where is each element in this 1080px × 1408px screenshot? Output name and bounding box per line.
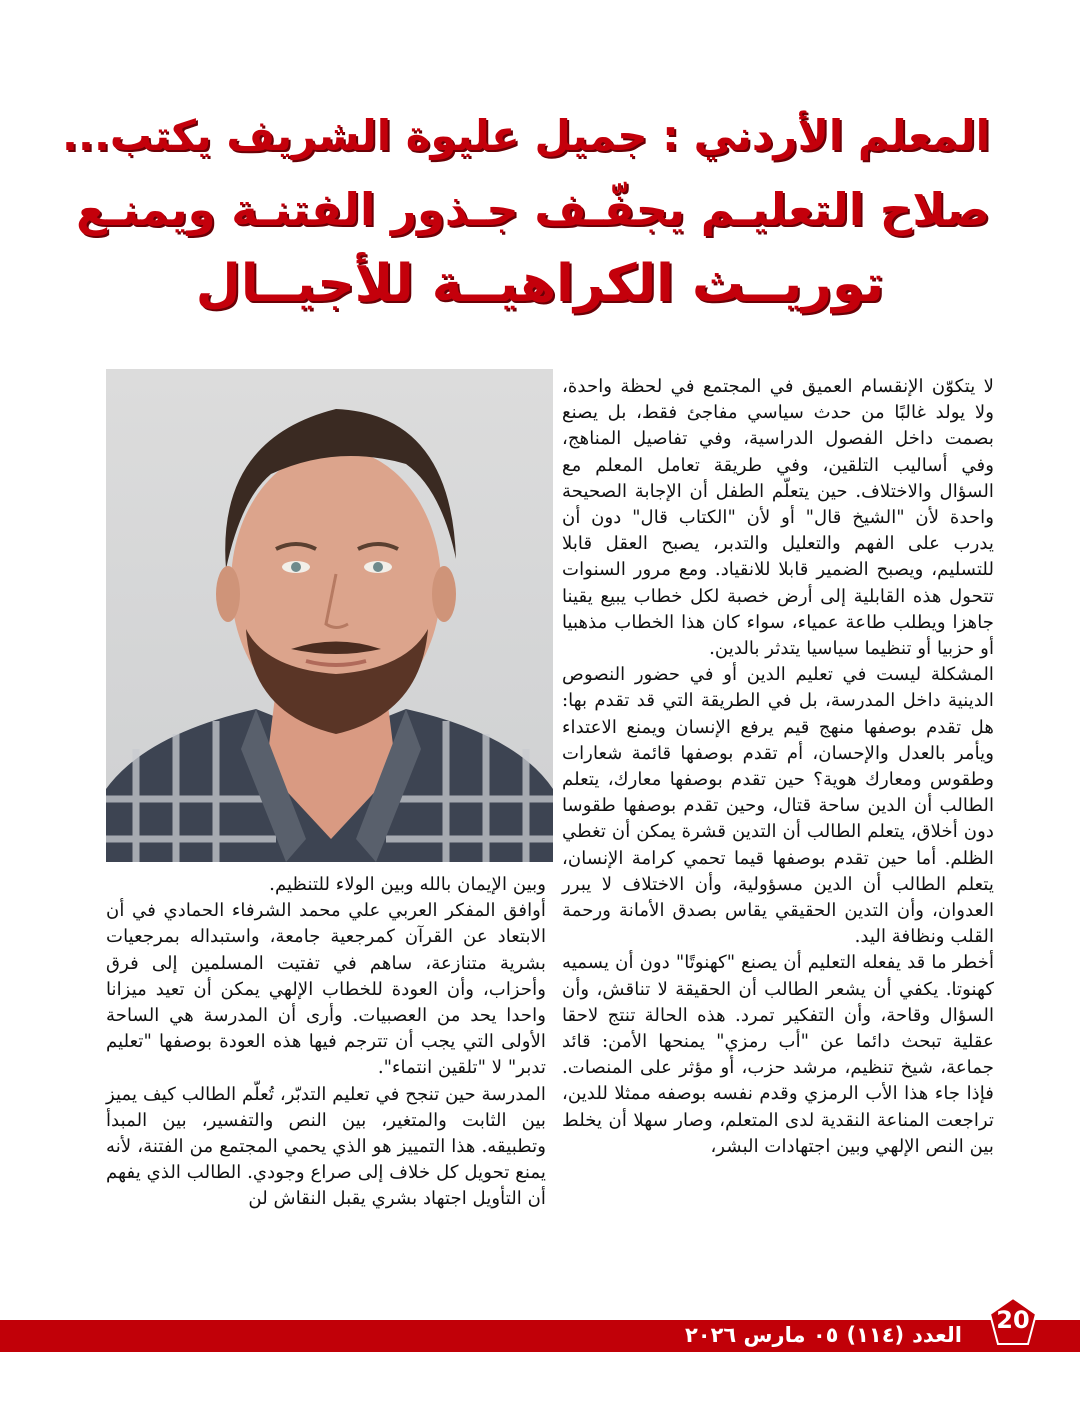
paragraph: المشكلة ليست في تعليم الدين أو في حضور النصوص الدينية داخل المدرسة، بل في الطريقة التي قد تقدم بها: هل تقدم بوصفها منهج قيم يرفع الإنسان ويمنع الاعتداء ويأمر بالعدل والإحسان، أم تقدم بوصفها قائمة شعارات وطقوس ومعارك هوية؟ حين تقدم بوصفها معارك، يتعلم الطالب أن الدين ساحة قتال، وحين تقدم بوصفها طقوسا دون أخلاق، يتعلم الطالب أن التدين قشرة يمكن أن تغطي الظلم. أما حين تقدم بوصفها قيما تحمي كرامة الإنسان، يتعلم الطالب أن الدين مسؤولية، وأن الاختلاف لا يبرر العدوان، وأن التدين الحقيقي يقاس بصدق الأمانة ورحمة القلب ونظافة اليد. bbox=[562, 664, 994, 948]
headline-line-2: صلاح التعليـم يجفّـف جـذور الفتنـة ويمنـع bbox=[76, 183, 990, 237]
portrait-photo-icon bbox=[106, 369, 553, 862]
paragraph: لا يتكوّن الإنقسام العميق في المجتمع في لحظة واحدة، ولا يولد غالبًا من حدث سياسي مفاجئ فقط، بل يصنع بصمت داخل الفصول الدراسية، وفي تفاصيل المناهج، وفي أساليب التلقين، وفي طريقة تعامل المعلم مع السؤال والاختلاف. حين يتعلّم الطفل أن الإجابة الصحيحة واحدة لأن "الشيخ قال" أو لأن "الكتاب قال" دون أن يدرب على الفهم والتعليل والتدبر، يصبح العقل قابلا للتسليم، ويصبح الضمير قابلا للانقياد. ومع مرور السنوات تتحول هذه القابلية إلى أرض خصبة لكل خطاب يبيع يقينا جاهزا ويطلب طاعة عمياء، سواء كان هذا الخطاب مذهبيا أو حزبيا أو تنظيما سياسيا يتدثر بالدين. bbox=[562, 376, 994, 660]
headline-line-1: المعلم الأردني : جميل عليوة الشريف يكتب... bbox=[62, 111, 990, 161]
paragraph: المدرسة حين تنجح في تعليم التدبّر، تُعلّم الطالب كيف يميز بين الثابت والمتغير، بين النص والتفسير، بين المبدأ وتطبيقه. هذا التمييز هو الذي يحمي المجتمع من الفتنة، لأنه يمنع تحويل كل خلاف إلى صراع وجودي. الطالب الذي يفهم أن التأويل اجتهاد بشري يقبل النقاش لن bbox=[106, 1083, 546, 1210]
article-column-right bbox=[562, 374, 994, 1160]
paragraph: وبين الإيمان بالله وبين الولاء للتنظيم. bbox=[269, 874, 546, 895]
issue-date: ٠٥ مارس ٢٠٢٦ bbox=[684, 1323, 839, 1347]
author-photo bbox=[106, 369, 553, 862]
headline-line-3: توريــث الكراهيــة للأجيــال bbox=[195, 254, 885, 315]
paragraph: أوافق المفكر العربي علي محمد الشرفاء الحمادي في أن الابتعاد عن القرآن كمرجعية جامعة، واستبداله بمرجعيات بشرية متنازعة، ساهم في تفتيت المسلمين إلى فرق وأحزاب، وأن العودة للخطاب الإلهي يمكن أن تعيد ميزانا واحدا يحد من العصبيات. وأرى أن المدرسة هي الساحة الأولى التي يجب أن تترجم فيها هذه العودة بوصفها "تعليم تدبر" لا "تلقين انتماء". bbox=[106, 900, 546, 1079]
article-headline bbox=[60, 99, 1020, 321]
issue-number: (١١٤) bbox=[846, 1323, 905, 1347]
page-number: 20 bbox=[996, 1306, 1030, 1334]
paragraph: أخطر ما قد يفعله التعليم أن يصنع "كهنوتًا" دون أن يسميه كهنوتا. يكفي أن يشعر الطالب أن الحقيقة لا تناقش، وأن السؤال وقاحة، وأن التفكير تمرد. هذه الحالة تنتج لاحقا عقلية تبحث دائما عن "أب رمزي" يمنحها الأمن: قائد جماعة، شيخ تنظيم، مرشد حزب، أو مؤثر على المنصات. فإذا جاء هذا الأب الرمزي وقدم نفسه بوصفه ممثلا للدين، تراجعت المناعة النقدية لدى المتعلم، وصار سهلا أن يخلط بين النص الإلهي وبين اجتهادات البشر، bbox=[562, 952, 994, 1157]
issue-label: العدد bbox=[912, 1323, 962, 1347]
article-column-left bbox=[106, 872, 546, 1213]
issue-info bbox=[677, 1318, 962, 1352]
